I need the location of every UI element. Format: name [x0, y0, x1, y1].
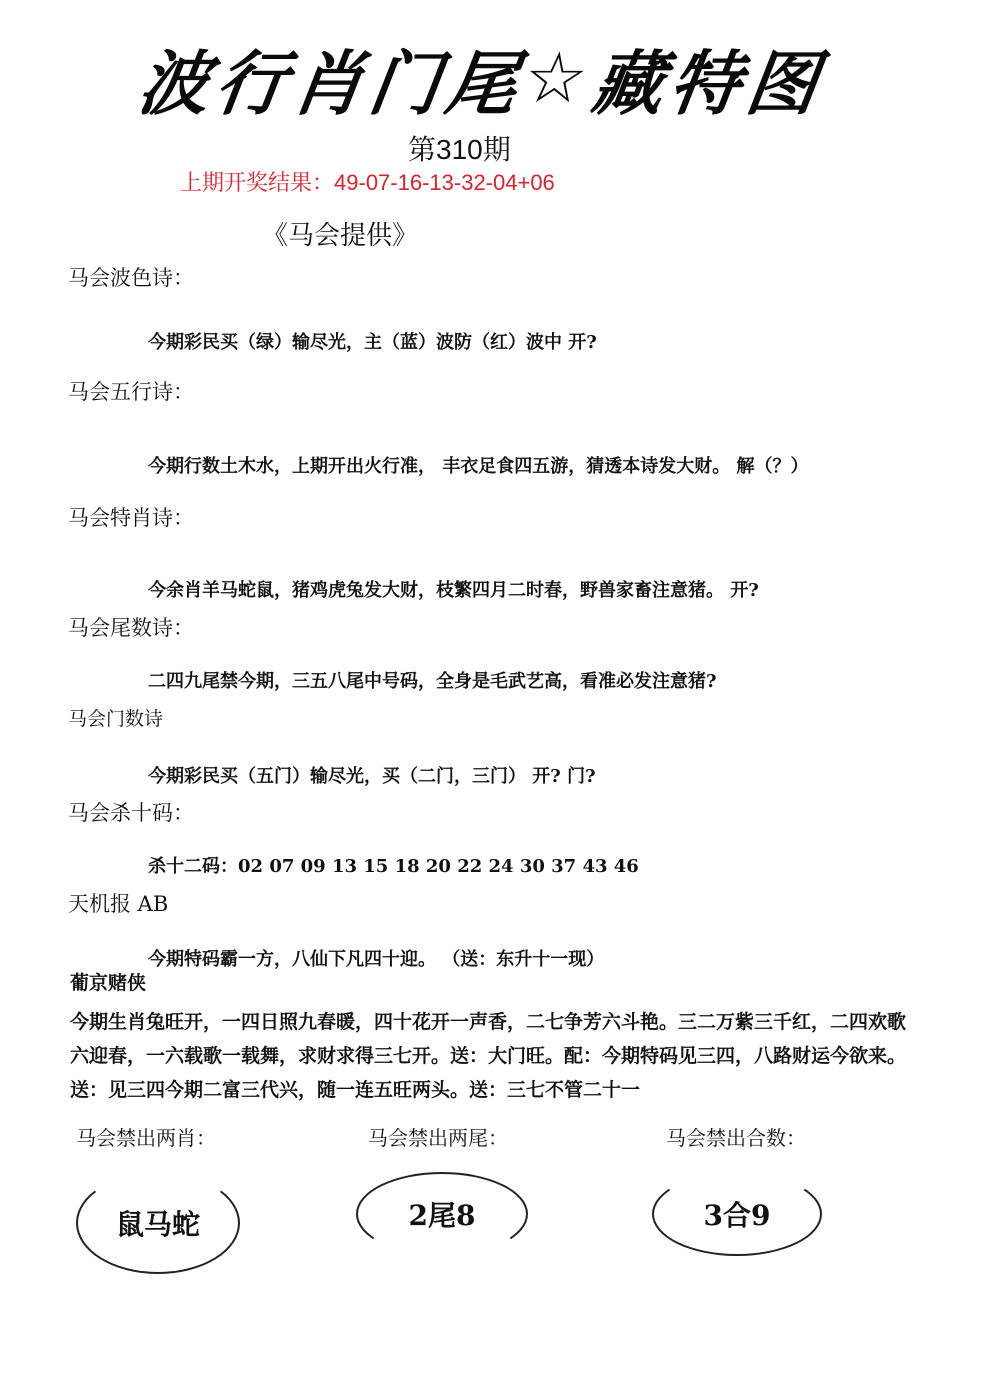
ban-sum-oval — [652, 1172, 822, 1256]
section-body-tail-number: 二四九尾禁今期，三五八尾中号码，全身是毛武艺高，看准必发注意猪? — [148, 671, 717, 692]
title-char: 门 — [364, 42, 448, 125]
section-heading-wave-color: 马会波色诗： — [68, 266, 194, 290]
section-heading-tianji: 天机报 AB — [68, 892, 169, 916]
section-heading-tail-number: 马会尾数诗： — [68, 616, 194, 640]
section-heading-kill-numbers: 马会杀十码： — [68, 801, 194, 825]
star-icon: ☆ — [518, 37, 595, 119]
title-char: 特 — [664, 42, 748, 125]
title-char: 尾 — [441, 42, 525, 125]
ban-tail-value: 2尾8 — [408, 1199, 476, 1232]
poem-title: 葡京赌侠 — [70, 972, 147, 994]
ban-zodiac-value: 鼠马蛇 — [115, 1208, 200, 1241]
section-heading-special-zodiac: 马会特肖诗： — [68, 506, 194, 530]
section-body-special-zodiac: 今余肖羊马蛇鼠，猪鸡虎兔发大财，枝繁四月二时春，野兽家畜注意猪。 开? — [148, 580, 759, 601]
last-result — [180, 166, 555, 197]
ban-tail-label: 马会禁出两尾： — [368, 1126, 508, 1150]
poem-text: 今期生肖兔旺开，一四日照九春暖，四十花开一声香，二七争芳六斗艳。三二万紫三千红，二四欢歌六迎春，一六载歌一载舞，求财求得三七开。送：大门旺。配：今期特码见三四，八路财运今欲来。送：见三四今期二富三代兴，随一连五旺两头。送：三七不管二十一 — [70, 1011, 907, 1101]
section-body-five-elements: 今期行数土木水，上期开出火行准， 丰衣足食四五游，猜透本诗发大财。 解（？） — [148, 456, 809, 477]
provider-label: 《马会提供》 — [262, 221, 419, 251]
section-body-door-number: 今期彩民买（五门）输尽光，买（二门，三门） 开? 门? — [148, 766, 596, 787]
last-result-label: 上期开奖结果： — [180, 170, 335, 195]
ban-zodiac-oval — [76, 1172, 240, 1274]
section-body-wave-color: 今期彩民买（绿）输尽光，主（蓝）波防（红）波中 开? — [148, 332, 597, 353]
last-result-value: 49-07-16-13-32-04+06 — [334, 170, 555, 195]
section-heading-door-number: 马会门数诗 — [68, 708, 164, 730]
ban-sum-label: 马会禁出合数： — [666, 1126, 806, 1150]
issue-number: 第310期 — [408, 134, 511, 165]
section-body-tianji: 今期特码霸一方，八仙下凡四十迎。 （送：东升十一现） — [148, 949, 605, 970]
title-char: 行 — [210, 42, 294, 125]
title-char: 藏 — [587, 42, 672, 125]
title-char: 肖 — [287, 42, 371, 125]
section-heading-five-elements: 马会五行诗： — [68, 380, 194, 404]
section-body-kill-numbers: 杀十二码：02 07 09 13 15 18 20 22 24 30 37 43 46 — [148, 856, 639, 877]
page-title — [133, 28, 827, 128]
title-char: 波 — [133, 42, 217, 125]
title-char: 图 — [741, 42, 825, 125]
ban-sum-value: 3合9 — [703, 1199, 771, 1232]
ban-zodiac-label: 马会禁出两肖： — [76, 1126, 216, 1150]
ban-tail-oval — [356, 1172, 528, 1256]
